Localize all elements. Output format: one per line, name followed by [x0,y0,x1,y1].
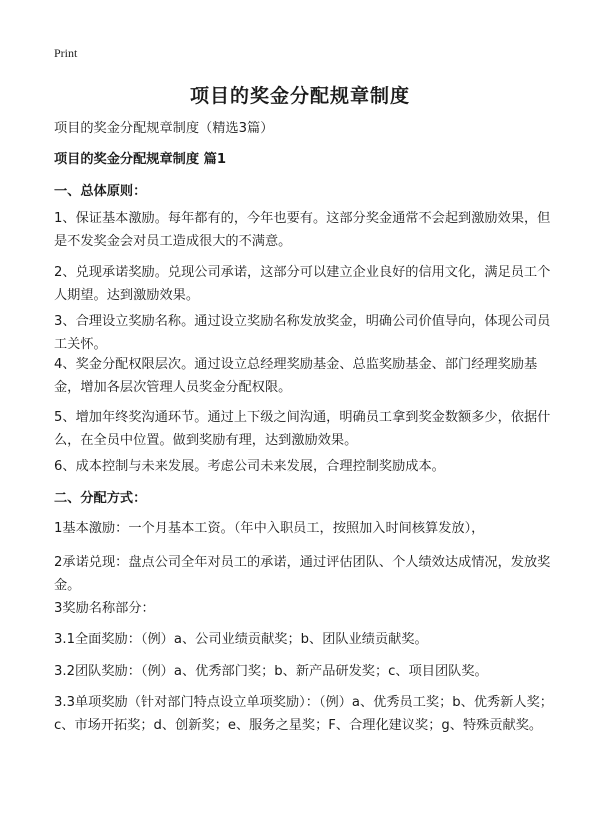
principle-paragraph: 3、合理设立奖励名称。通过设立奖励名称发放奖金，明确公司价值导向，体现公司员工关怀。 [54,314,551,352]
principle-paragraph: 2、兑现承诺奖励。兑现公司承诺，这部分可以建立企业良好的信用文化，满足员工个人期望。达到激励效果。 [54,265,551,303]
method-paragraph: 3.1全面奖励：（例）a、公司业绩贡献奖；b、团队业绩贡献奖。 [54,632,428,647]
method-paragraph: 1基本激励：一个月基本工资。（年中入职员工，按照加入时间核算发放）， [54,521,485,536]
print-label[interactable]: Print [54,46,78,60]
method-paragraph: 3奖励名称部分： [54,601,155,616]
document-title: 项目的奖金分配规章制度 [189,85,410,107]
principle-paragraph: 4、奖金分配权限层次。通过设立总经理奖励基金、总监奖励基金、部门经理奖励基金，增加各层次管理人员奖金分配权限。 [54,357,538,395]
part2-heading: 二、分配方式： [54,491,147,506]
document-subtitle: 项目的奖金分配规章制度（精选3篇） [54,121,274,136]
method-paragraph: 3.3单项奖励（针对部门特点设立单项奖励）：（例）a、优秀员工奖；b、优秀新人奖；c、市场开拓奖；d、创新奖；e、服务之星奖；F、合理化建议奖；g、特殊贡献奖。 [54,695,553,733]
section-heading: 项目的奖金分配规章制度 篇1 [54,152,227,167]
principle-paragraph: 5、增加年终奖沟通环节。通过上下级之间沟通，明确员工拿到奖金数额多少，依据什么，在全员中位置。做到奖励有理，达到激励效果。 [54,410,551,448]
method-paragraph: 2承诺兑现：盘点公司全年对员工的承诺，通过评估团队、个人绩效达成情况，发放奖金。 [54,555,551,593]
principle-paragraph: 6、成本控制与未来发展。考虑公司未来发展，合理控制奖励成本。 [54,459,445,474]
principle-paragraph: 1、保证基本激励。每年都有的，今年也要有。这部分奖金通常不会起到激励效果，但是不发奖金会对员工造成很大的不满意。 [54,211,551,249]
part1-heading: 一、总体原则： [54,184,147,199]
method-paragraph: 3.2团队奖励：（例）a、优秀部门奖；b、新产品研发奖；c、项目团队奖。 [54,664,488,679]
